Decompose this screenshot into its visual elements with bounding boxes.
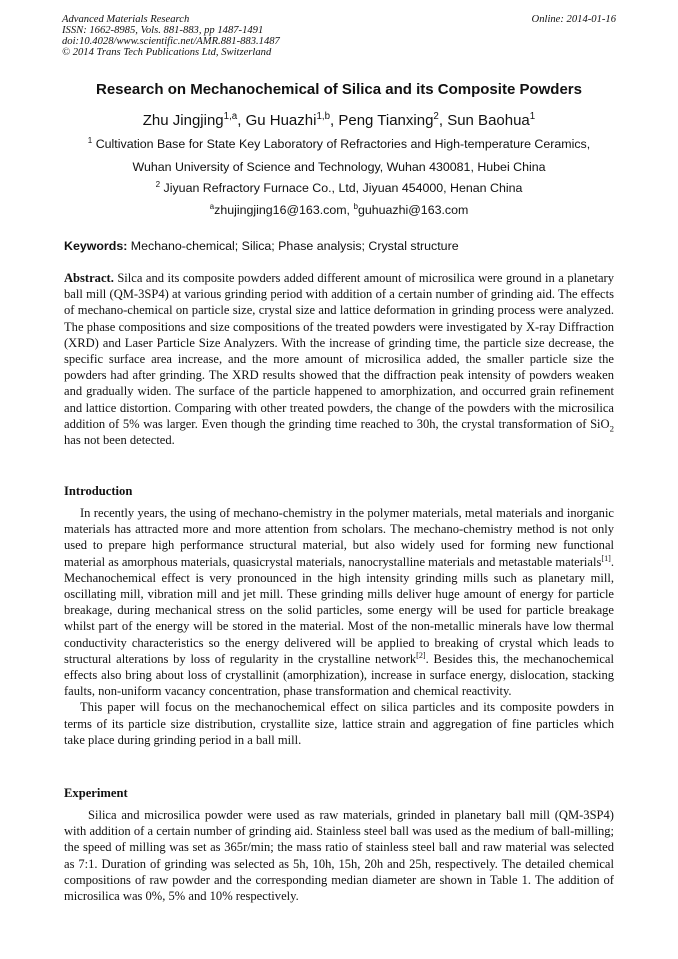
citation[interactable]: [1]: [601, 553, 611, 563]
paragraph-text: . Mechanochemical effect is very pronounced in the high intensity grinding mills such as planetary mill, oscillating mill, vibration mill and jet mill. These grinding mills deliver huge amount of energy for particle breakage, during mechanical stress on the solid particles, some energy will be used for particle breakage whilst part of the energy will be stored in the material. Most of the non-metallic minerals have low thermal conductivity characteristics so the energy delivered will be applied to breaking of crystal which leads to structural alterations by loss of regularity in the crystalline network: [64, 554, 614, 666]
doi-line: doi:10.4028/www.scientific.net/AMR.881-883.1487: [62, 36, 280, 47]
email-marker: b: [353, 201, 358, 211]
citation[interactable]: [2]: [416, 650, 426, 660]
author-name: Zhu Jingjing: [142, 112, 224, 129]
affil-marker: 2: [155, 179, 161, 189]
affil-text: Cultivation Base for State Key Laboratory of Refractories and High-temperature Ceramics,: [95, 137, 591, 151]
copyright-line: © 2014 Trans Tech Publications Ltd, Switzerland: [62, 47, 272, 58]
author-name: Peng Tianxing: [338, 112, 434, 129]
affil-text: Jiyuan Refractory Furnace Co., Ltd, Jiyuan 454000, Henan China: [163, 181, 523, 195]
abstract: [64, 270, 614, 448]
affiliation-1: [40, 137, 638, 151]
author-affil-marker: 1: [529, 111, 536, 122]
section-heading-experiment: Experiment: [64, 786, 128, 800]
paragraph-text: In recently years, the using of mechano-chemistry in the polymer materials, metal materials and inorganic materials has attracted more and more attention from scholars. The mechano-chemistry method is not only used to prepare high performance structural material, but also widely used for forming new functional material as amorphous materials, quasicrystal materials, nanocrystalline materials and metastable materials: [64, 506, 614, 569]
section-heading-introduction: Introduction: [64, 484, 133, 498]
keywords-text: Mechano-chemical; Silica; Phase analysis; Crystal structure: [127, 239, 459, 253]
email-address[interactable]: zhujingjing16@163.com,: [214, 203, 354, 217]
affiliation-2: [40, 181, 638, 195]
subscript: 2: [609, 423, 614, 434]
online-date: Online: 2014-01-16: [531, 14, 616, 25]
author-affil-marker: 1,b: [316, 111, 330, 122]
keywords-label: Keywords:: [64, 239, 128, 253]
author-affil-marker: 2: [433, 111, 439, 122]
experiment-body: [64, 807, 614, 904]
author-list: Zhu Jingjing$^{1,a}$, Gu Huazhi$^{1,b}$, Peng Tianxing$^2$, Sun Baohua$^1$: [142, 111, 536, 129]
affiliation-1-cont: Wuhan University of Science and Technology, Wuhan 430081, Hubei China: [132, 160, 546, 174]
email-address[interactable]: guhuazhi@163.com: [357, 203, 469, 217]
abstract-label: Abstract.: [64, 271, 114, 285]
author-affil-marker: 1,a: [223, 111, 238, 122]
email-marker: a: [209, 201, 215, 211]
paragraph: This paper will focus on the mechanochemical effect on silica particles and its composite powders in terms of its particle size distribution, crystallite size, lattice strain and aggregation of fine particles which take place during grinding period in a ball mill.: [64, 700, 614, 747]
introduction-body: [64, 505, 614, 748]
affil-marker: 1: [87, 135, 93, 145]
journal-header: [62, 14, 280, 58]
abstract-text: Silca and its composite powders added different amount of microsilica were ground in a planetary ball mill (QM-3SP4) at various grinding period with addition of a certain number of grinding aid. The effects of mechano-chemical on particle size, crystal size and lattice deformation in grinding process were analyzed. The phase compositions and size compositions of the treated powders were investigated by X-ray Diffraction (XRD) and Laser Particle Size Analyzers. With the increase of grinding time, the particle size decrease, the specific surface area increase, and the more amount of microsilica added, the smaller particle size the powders had after grinding. The XRD results showed that the diffraction peak intensity of powders weaken and gradually widen. The surface of the particle happened to amorphization, and occurred grain refinement and lattice distortion. Comparing with other treated powders, the change of the powders with the microsilica addition of 5% was larger. Even though the grinding time reached to 30h, the crystal transformation of SiO: [64, 271, 614, 431]
abstract-text-end: has not been detected.: [64, 433, 175, 448]
issn-line: ISSN: 1662-8985, Vols. 881-883, pp 1487-1491: [62, 25, 264, 36]
paragraph: [64, 505, 614, 699]
paragraph-text: . Besides this, the mechanochemical effects also bring about loss of crystallinit (amorphization), increase in surface energy, dislocation, stacking faults, non-uniform vacancy concentration, phase transformation and chemical reactivity.: [64, 651, 614, 699]
email-line: [40, 203, 638, 217]
paragraph: Silica and microsilica powder were used as raw materials, grinded in planetary ball mill (QM-3SP4) with addition of a certain number of grinding aid. Stainless steel ball was used as the medium of ball-milling; the speed of milling was set as 365r/min; the mass ratio of stainless steel ball and raw material was selected as 7:1. Duration of grinding was selected as 5h, 10h, 15h, 20h and 25h, respectively. The detailed chemical compositions of raw powder and the corresponding median diameter are shown in Table 1. The addition of microsilica was 0%, 5% and 10% respectively.: [64, 808, 614, 904]
keywords-line: [64, 239, 624, 253]
journal-name: Advanced Materials Research: [62, 14, 190, 25]
author-name: Sun Baohua: [447, 112, 530, 129]
paper-title: Research on Mechanochemical of Silica and its Composite Powders: [96, 81, 582, 98]
author-name: Gu Huazhi: [245, 112, 317, 129]
